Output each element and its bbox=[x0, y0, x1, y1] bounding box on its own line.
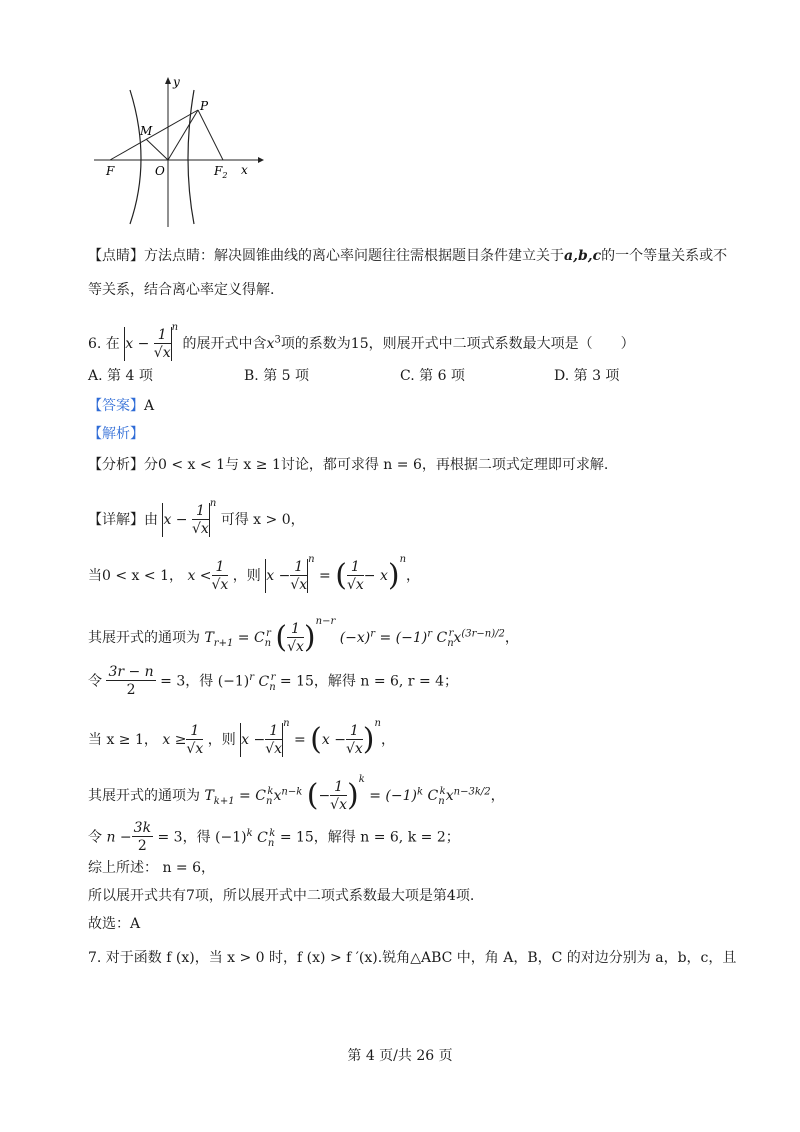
label-P: P bbox=[200, 99, 209, 113]
line-F2-P bbox=[198, 110, 223, 160]
summary-line-3: 故选：A bbox=[88, 916, 141, 932]
question-6-stem: 6. 在 x − $\frac{1}{√x}$ $^n$ 的展开式中含$x^3$项的系数为15，则展开式中二项式系数最大项是（ ） bbox=[88, 322, 635, 361]
answer-head: 【答案】 bbox=[88, 398, 144, 414]
right-branch bbox=[188, 90, 194, 224]
term-formula-1: 其展开式的通项为 $T_{r+1} = C_n^r$ ( $\frac{1}{√x}$ )$^{n-r}$ $(-x)^r = (-1)^r$ $C_n^rx^{(3r-n)/2}$， bbox=[88, 616, 519, 655]
hyperbola-figure bbox=[88, 72, 268, 232]
line-O-M bbox=[146, 139, 168, 160]
question-7-stem: 7. 对于函数 f (x)，当 x > 0 时，f (x) > f ′(x).锐角△ABC 中，角 A，B，C 的对边分别为 a，b，c，且 bbox=[88, 950, 737, 966]
term-formula-2: 其展开式的通项为 $T_{k+1} = C_n^kx^{n-k}$ (− $\frac{1}{√x}$ )$^k = (-1)^k$ $C_n^kx^{n-3k/2}$， bbox=[88, 774, 505, 813]
case-1-line: 当0 < x < 1， x < $\frac{1}{√x}$ ，则 x − $\frac{1}{√x}$ $^n$ = ( $\frac{1}{√x}$ − x)$^n$， bbox=[88, 554, 421, 593]
y-axis-arrow bbox=[165, 77, 171, 84]
case-2-line: 当 x ≥ 1， x ≥ $\frac{1}{√x}$ ，则 x − $\frac{1}{√x}$ $^n$ = (x − $\frac{1}{√x}$ )$^n$， bbox=[88, 718, 395, 757]
page-footer: 第 4 页/共 26 页 bbox=[347, 1048, 453, 1064]
fraction: $\frac{1}{√x}$ bbox=[153, 326, 171, 361]
tip-head: 【点睛】 bbox=[88, 248, 144, 264]
option-a[interactable]: A. 第 4 项 bbox=[88, 368, 153, 384]
solve-line-1: 令 $\frac{3r - n}{2}$ = 3，得 $(-1)^r$ $C_n^r = 15$，解得 n = 6, r = 4； bbox=[88, 664, 459, 698]
tip-line-2: 等关系，结合离心率定义得解. bbox=[88, 282, 275, 298]
detail-line: 【详解】由 x − $\frac{1}{√x}$ $^n$ 可得 x > 0， bbox=[88, 498, 305, 537]
x-axis-arrow bbox=[258, 157, 264, 163]
line-F-P bbox=[110, 110, 198, 160]
option-d[interactable]: D. 第 3 项 bbox=[554, 368, 620, 384]
summary-line-2: 所以展开式共有7项，所以展开式中二项式系数最大项是第4项. bbox=[88, 888, 475, 904]
line-O-P bbox=[168, 110, 198, 160]
summary-line-1: 综上所述： n = 6， bbox=[88, 860, 216, 876]
label-O: O bbox=[155, 164, 165, 178]
label-F: F bbox=[106, 164, 115, 178]
label-x: x bbox=[241, 163, 248, 177]
answer-line: 【答案】A bbox=[88, 398, 155, 414]
label-M: M bbox=[140, 124, 153, 138]
tip-line-1: 【点睛】方法点睛：解决圆锥曲线的离心率问题往往需根据题目条件建立关于a,b,c的一个等量关系或不 bbox=[88, 248, 728, 264]
option-c[interactable]: C. 第 6 项 bbox=[400, 368, 465, 384]
left-branch bbox=[130, 90, 141, 224]
label-F2: $F_2$ bbox=[214, 164, 228, 180]
option-b[interactable]: B. 第 5 项 bbox=[244, 368, 309, 384]
analysis-head: 【解析】 bbox=[88, 426, 144, 442]
label-y: y bbox=[173, 75, 180, 89]
fenxi-line: 【分析】分0 < x < 1与 x ≥ 1讨论，都可求得 n = 6，再根据二项式定理即可求解. bbox=[88, 457, 609, 473]
solve-line-2: 令 n − $\frac{3k}{2}$ = 3，得 $(-1)^k$ $C_n^k = 15$，解得 n = 6, k = 2； bbox=[88, 820, 460, 854]
